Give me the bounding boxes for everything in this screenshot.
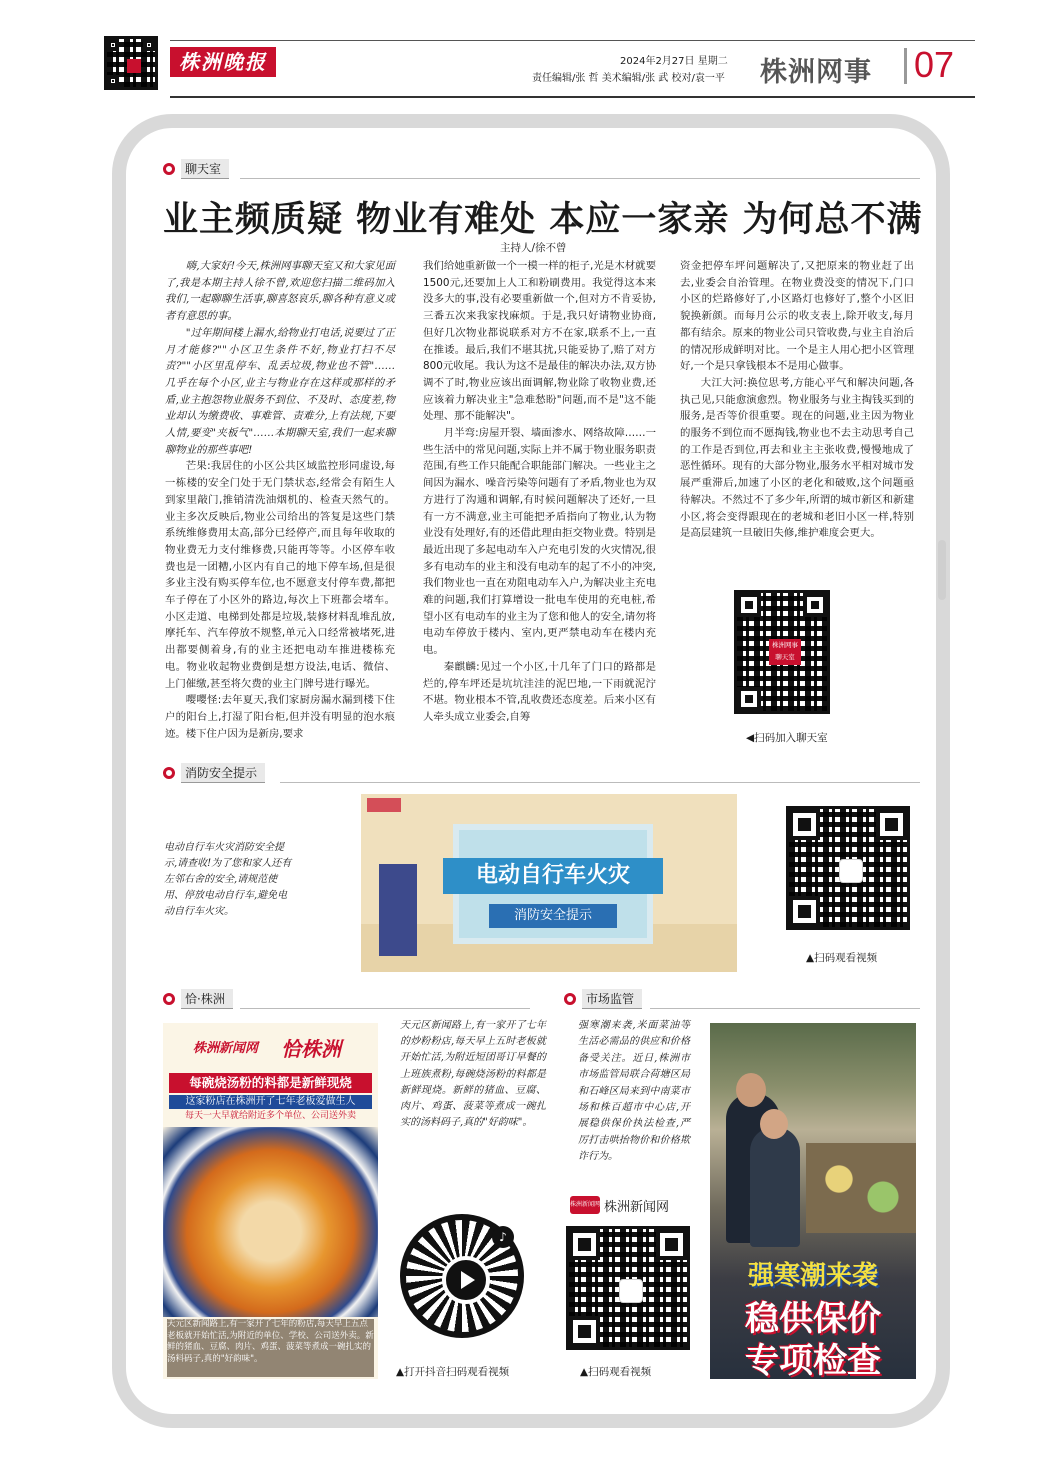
chat-paragraph: 大江大河:换位思考,方能心平气和解决问题,各执己见,只能愈演愈烈。物业服务与业主掏钱买到的服务,是否等价很重要。现在的问题,业主因为物业的服务不到位而不愿掏钱,物业也不去主动思考自己的工作是否到位,再去和业主主张收费,慢慢地成了恶性循环。现有的大部分物业,服务水平相对城市发展严重滞后,加速了小区的老化和破败,这个问题亟待解决。不然过不了多少年,所谓的城市新区和新建小区,将会变得跟现在的老城和老旧小区一样,特别是高层建筑一旦破旧失修,维护难度会更大。: [680, 376, 914, 540]
inspector-figure-2: [750, 1127, 800, 1247]
chat-tag-rule: [240, 178, 920, 179]
poster-sub1: 这家粉店在株洲开了七年老板爱做生人: [169, 1095, 372, 1109]
tablet-home-button: [938, 540, 946, 600]
header-editors: 责任编辑/张 哲 美术编辑/张 武 校对/袁一平: [532, 73, 725, 84]
qiazhu-tag-rule: [240, 1008, 530, 1009]
poster-brand-logo: 株洲新闻网: [193, 1041, 259, 1056]
poster-brand-logo-2: 恰株洲: [281, 1037, 341, 1061]
chat-tag-label: 聊天室: [181, 159, 229, 179]
market-qr-code[interactable]: [566, 1226, 690, 1350]
qr-badge-text: 株洲网事 聊天室: [772, 641, 798, 661]
chat-paragraph: 资金把停车坪问题解决了,又把原来的物业赶了出去,业委会自治管理。在物业费没变的情况下,门口小区的烂路修好了,小区路灯也修好了,整个小区旧貌换新颜。而每月公示的收支表上,除开收支,每月都有结余。原来的物业公司只管收费,与业主自治后的情况形成鲜明对比。一个是主人用心把小区管理好,一个是只拿钱根本不是用心做事。: [680, 260, 914, 373]
logo-text: 株洲晚报: [179, 50, 267, 74]
market-poster[interactable]: [710, 1023, 916, 1379]
red-dot-icon: [564, 993, 576, 1005]
market-qr-caption: ▲扫码观看视频: [580, 1366, 652, 1378]
chat-headline: 业主频质疑 物业有难处 本应一家亲 为何总不满: [163, 200, 923, 240]
douyin-qr-code[interactable]: [400, 1214, 524, 1338]
red-dot-icon: [163, 767, 175, 779]
market-brand-logo-text: 株洲新闻网: [570, 1201, 600, 1208]
chat-paragraph: 秦麒麟:见过一个小区,十几年了门口的路都是烂的,停车坪还是坑坑洼洼的泥巴地,一下雨就泥泞不堪。物业根本不管,乱收费还态度差。后来小区有人牵头成立业委会,自筹: [423, 660, 656, 723]
chat-paragraph: 月半弯:房屋开裂、墙面渗水、网络故障……一些生活中的常见问题,实际上并不属于物业服务职责范围,有些工作只能配合职能部门解决。一些业主之间因为漏水、噪音污染等问题有了矛盾,物业也为双方进行了沟通和调解,有时候问题解决了还好,一旦有一方不满意,业主可能把矛盾指向了物业,认为物业没有处理好,有的还借此理由拒交物业费。特别是最近出现了多起电动车入户充电引发的火灾情况,很多有电动车的业主和没有电动车的起了不小的冲突,我们物业也一直在劝阻电动车入户,为解决业主充电难的问题,我们打算增设一批电车使用的充电桩,希望小区有电动车的业主为了您和他人的安全,请勿将电动车停放于楼内、室内,更严禁电动车在楼内充电。: [423, 427, 656, 657]
chat-paragraph: "过年期间楼上漏水,给物业打电话,说要过了正月才能修?""小区卫生条件不好,物业打扫不尽责?""小区里乱停车、乱丢垃圾,物业也不管"……几乎在每个小区,业主与物业存在这样或那样的矛盾,业主抱怨物业服务不到位、不及时、态度差,物业却认为缴费收、事难管、责难分,上有法规,下要人情,要变"夹板气"……本期聊天室,我们一起来聊聊物业的那些事吧!: [165, 326, 395, 456]
chat-paragraph: 嗨,大家好!今天,株洲网事聊天室又和大家见面了,我是本期主持人徐不曾,欢迎您扫描二维码加入我们,一起聊聊生活事,聊喜怒哀乐,聊各种有意义或者有意思的事。: [165, 260, 395, 323]
fire-video-thumbnail[interactable]: [361, 794, 737, 972]
poster-line-3: 专项检查: [745, 1341, 881, 1379]
video-title: 电动自行车火灾: [443, 858, 663, 894]
chat-column-3: [680, 258, 914, 542]
chat-tag: [163, 160, 229, 178]
chat-host: 主持人/徐不曾: [500, 242, 567, 254]
video-logo-icon: [367, 798, 401, 812]
header-bottom-rule: [170, 96, 975, 98]
play-icon: [442, 1256, 490, 1304]
page-number: 07: [914, 44, 955, 85]
poster-line-2: 稳供保价: [745, 1299, 881, 1339]
chat-paragraph: 我们给她重新做一个一模一样的柜子,光是木材就要1500元,还要加上人工和粉刷费用。我觉得这本来没多大的事,没有必要重新做一个,但对方不肯妥协,三番五次来我家找麻烦。于是,我只好请物业协商,但好几次物业都说联系对方不在家,联系不上,一直在推诿。最后,我们不堪其扰,只能妥协了,赔了对方800元收尾。我认为这不是最佳的解决办法,双方协调不了时,物业应该出面调解,物业除了收物业费,还应该着力解决业主"急难愁盼"问题,而不是"这不能处理、那不能解决"。: [423, 260, 656, 423]
poster-sub2: 每天一大早就给附近多个单位、公司送外卖: [184, 1111, 356, 1121]
fire-qr-caption: ▲扫码观看视频: [806, 952, 878, 964]
inspector-head-2: [760, 1109, 788, 1139]
poster-line-1: 强寒潮来袭: [747, 1261, 878, 1291]
market-tag-label: 市场监管: [582, 989, 642, 1009]
chat-paragraph: 嘤嘤怪:去年夏天,我们家厨房漏水漏到楼下住户的阳台上,打湿了阳台柜,但并没有明显的泡水痕迹。楼下住户因为是新房,要求: [165, 694, 395, 740]
market-brand-name: 株洲新闻网: [604, 1200, 670, 1215]
qiazhu-tag-label: 恰·株洲: [181, 989, 233, 1009]
chat-qr-code[interactable]: [734, 590, 830, 714]
market-text: 强寒潮来袭,米面菜油等生活必需品的供应和价格备受关注。近日,株洲市市场监管局联合荷塘区局和石峰区局来到中南菜市场和株百超市中心店,开展稳供保价执法检查,严厉打击哄抬物价和价格欺诈行为。: [578, 1020, 690, 1163]
qr-center-logo-icon: [839, 859, 863, 883]
qiazhu-poster[interactable]: [163, 1023, 378, 1379]
video-subtitle: 消防安全提示: [489, 904, 617, 928]
red-dot-icon: [163, 163, 175, 175]
inspector-head-1: [736, 1073, 766, 1107]
fire-tag: [163, 764, 265, 782]
section-name: 株洲网事: [760, 57, 872, 88]
qr-badge: [769, 639, 801, 665]
fire-tag-label: 消防安全提示: [181, 763, 265, 783]
chat-paragraph: 芒果:我居住的小区公共区域监控形同虚设,每一栋楼的安全门处于无门禁状态,经常会有陌生人到家里敲门,推销清洗油烟机的、检查天然气的。业主多次反映后,物业公司给出的答复是这些门禁系统维修费用太高,部分已经停产,而且每年收取的物业费无力支付维修费,只能再等等。小区停车收费也是一团糟,小区内有自己的地下停车场,但是很多业主没有购买停车位,也不愿意支付停车费,都把车子停在了小区外的路边,每次上下班都会堵车。小区走道、电梯到处都是垃圾,装修材料乱堆乱放,摩托车、汽车停放不规整,单元入口经常被堵死,进出都要侧着身,有的业主还把电动车推进楼栋充电。物业收起物业费倒是想方设法,电话、微信、上门催缴,甚至将欠费的业主门牌号进行曝光。: [165, 460, 395, 690]
fire-text: 电动自行车火灾消防安全提示,请查收!为了您和家人还有左邻右舍的安全,请规范使用、停放电动自行车,避免电动自行车火灾。: [164, 842, 292, 917]
header-qr-code[interactable]: [104, 36, 158, 90]
douyin-icon: ♪: [492, 1226, 514, 1248]
poster-bottom-text: 天元区新闻路上,有一家开了七年的粉店,每天早上五点老板就开始忙活,为附近的单位、学校、公司送外卖。新鲜的猪血、豆腐、肉片、鸡蛋、菠菜等煮成一碗扎实的汤料码子,真的"好韵味"。: [167, 1319, 374, 1377]
qiazhu-text: 天元区新闻路上,有一家开了七年的炒粉粉店,每天早上五时老板就开始忙活,为附近短团哥订早餐的上班族煮粉,每碗烧汤粉的料都是新鲜现烧。新鲜的猪血、豆腐、肉片、鸡蛋、菠菜等煮成一碗扎实的汤料码子,真的"好韵味"。: [400, 1020, 546, 1129]
noodle-bowl-image: [163, 1127, 378, 1317]
header-rule: [170, 40, 975, 41]
header-date: 2024年2月27日 星期二: [620, 56, 728, 67]
fire-qr-code[interactable]: [786, 806, 910, 930]
red-dot-icon: [163, 993, 175, 1005]
market-tag: [564, 990, 642, 1008]
chat-column-2: [423, 258, 656, 726]
newspaper-logo: [170, 47, 276, 77]
qiazhu-tag: [163, 990, 233, 1008]
market-tag-rule: [650, 1008, 920, 1009]
header-divider: [904, 48, 907, 84]
fire-tag-rule: [280, 782, 920, 783]
produce-display: [806, 1143, 916, 1233]
qr-center-logo-icon: [619, 1279, 643, 1303]
video-cabinet: [379, 864, 417, 956]
chat-column-1: [165, 258, 395, 742]
poster-headline: 每碗烧汤粉的料都是新鲜现烧: [169, 1073, 372, 1093]
douyin-qr-caption: ▲打开抖音扫码观看视频: [396, 1366, 510, 1378]
market-brand-logo: [570, 1196, 600, 1214]
chat-qr-caption: ◀扫码加入聊天室: [746, 732, 828, 744]
